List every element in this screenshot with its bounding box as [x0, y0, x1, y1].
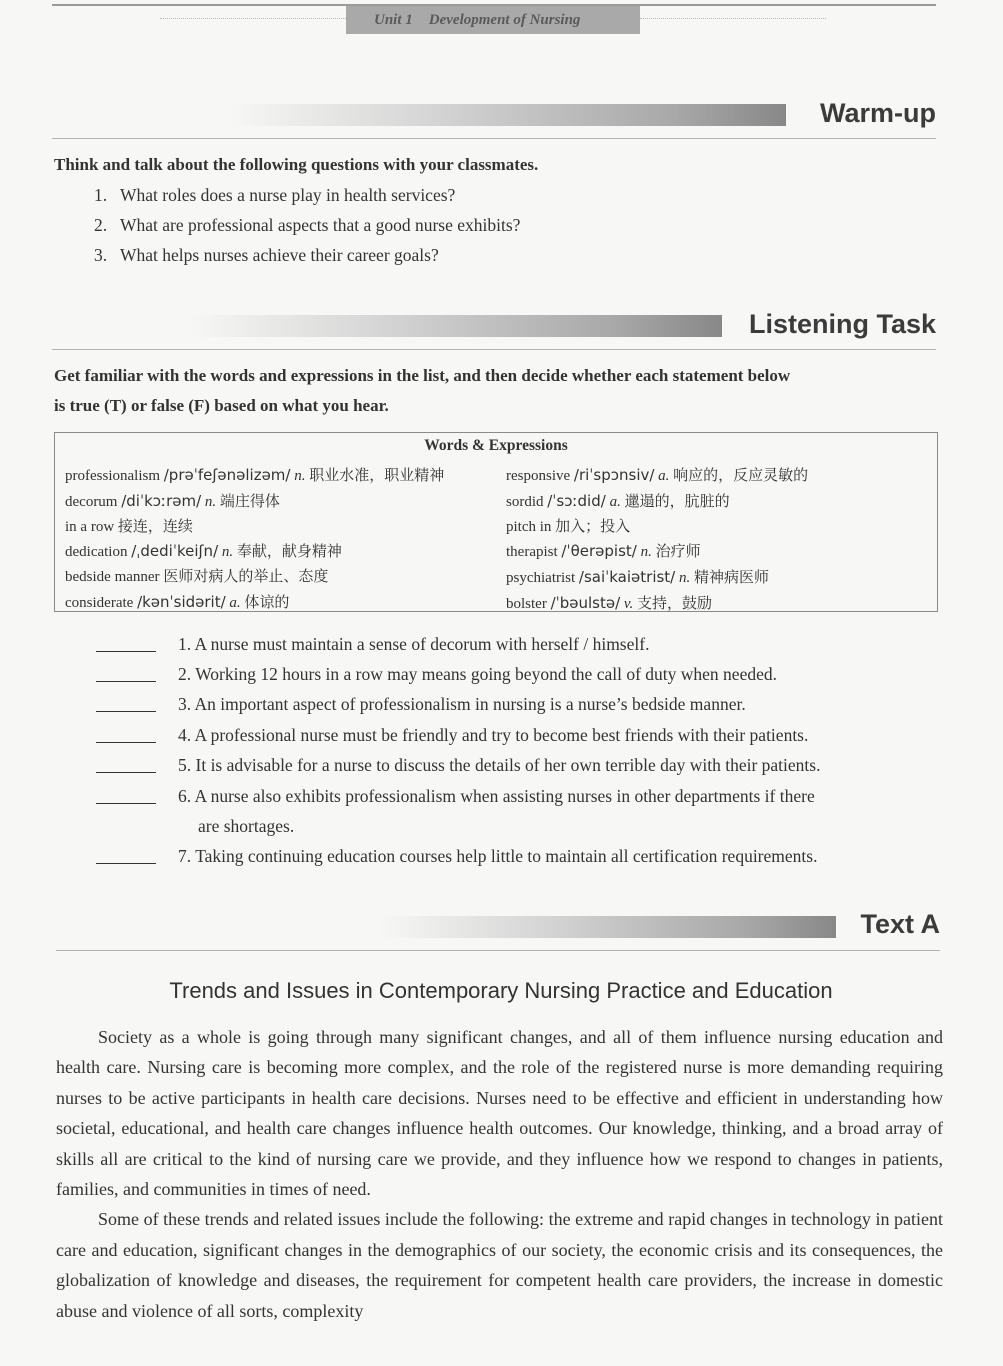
- vocab-entry: bolster /ˈbəulstə/ v. 支持，鼓励: [506, 593, 712, 612]
- statement-1: 1. A nurse must maintain a sense of decorum with herself / himself.: [178, 634, 650, 654]
- article-title: Trends and Issues in Contemporary Nursing Practice and Education: [169, 978, 833, 1003]
- warmup-questions: [94, 180, 520, 270]
- answer-blank-5[interactable]: [96, 772, 156, 773]
- statement-3: 3. An important aspect of professionalism in nursing is a nurse’s bedside manner.: [178, 694, 746, 714]
- unit-title: Development of Nursing: [428, 11, 581, 28]
- unit-label: Unit 1: [374, 11, 413, 28]
- answer-blank-4[interactable]: [96, 742, 156, 743]
- running-header: [346, 6, 640, 34]
- answer-blank-2[interactable]: [96, 681, 156, 682]
- vocab-entry: sordid /ˈsɔːdid/ a. 邋遢的，肮脏的: [506, 491, 730, 510]
- statement-6: 6. A nurse also exhibits professionalism when assisting nurses in other departments if there: [178, 786, 815, 806]
- vocabulary-title: Words & Expressions: [424, 437, 568, 454]
- vocab-entry: therapist /ˈθerəpist/ n. 治疗师: [506, 542, 701, 561]
- statement-7: 7. Taking continuing education courses help little to maintain all certification requirements.: [178, 846, 818, 866]
- vocab-entry: in a row 接连，连续: [65, 518, 193, 535]
- vocab-entry: dedication /ˌdediˈkeiʃn/ n. 奉献，献身精神: [65, 542, 342, 561]
- article-paragraph-1: Society as a whole is going through many significant changes, and all of them influence nursing education and health care. Nursing care is becoming more complex, and the role of the registered nurse is more demanding requiring nurses to be active participants in health care decisions. Nurses need to be effective and efficient in understanding how societal, educational, and health care changes influence health outcomes. Our knowledge, thinking, and a broad array of skills all are critical to the kind of nursing care we provide, and they influence how we respond to changes in patients, families, and communities in times of need.: [56, 1027, 943, 1200]
- statement-6-continuation: are shortages.: [198, 816, 295, 836]
- header-dots-left: [160, 18, 346, 19]
- listening-banner: [190, 315, 722, 337]
- vocab-entry: psychiatrist /saiˈkaiətrist/ n. 精神病医师: [506, 568, 769, 587]
- answer-blank-7[interactable]: [96, 863, 156, 864]
- listening-heading: Listening Task: [748, 309, 936, 339]
- vocab-entry: bedside manner 医师对病人的举止、态度: [65, 569, 329, 586]
- statement-2: 2. Working 12 hours in a row may means going beyond the call of duty when needed.: [178, 664, 777, 684]
- statement-4: 4. A professional nurse must be friendly and try to become best friends with their patients.: [178, 725, 809, 745]
- listening-rule: [52, 349, 936, 350]
- answer-blank-6[interactable]: [96, 803, 156, 804]
- listening-instruction: Get familiar with the words and expressions in the list, and then decide whether each statement below is true (T) or false (F) based on what you hear.: [54, 366, 791, 415]
- vocab-entry: pitch in 加入；投入: [506, 518, 631, 535]
- header-dots-right: [640, 18, 826, 19]
- warmup-question: 2. What are professional aspects that a good nurse exhibits?: [94, 215, 521, 235]
- vocabulary-left-column: [65, 463, 444, 616]
- warmup-banner: [230, 104, 786, 126]
- texta-heading: Text A: [860, 909, 940, 939]
- vocab-entry: professionalism /prəˈfeʃənəlizəm/ n. 职业水准，职业精神: [65, 466, 445, 484]
- texta-banner: [380, 916, 836, 938]
- vocab-entry: considerate /kənˈsidərit/ a. 体谅的: [65, 592, 290, 611]
- warmup-question: 1. What roles does a nurse play in health services?: [94, 185, 456, 205]
- vocab-entry: responsive /riˈspɔnsiv/ a. 响应的，反应灵敏的: [506, 466, 809, 484]
- answer-blank-3[interactable]: [96, 711, 156, 712]
- article-body: [56, 1022, 943, 1326]
- vocabulary-right-column: [506, 463, 808, 617]
- statement-5: 5. It is advisable for a nurse to discuss the details of her own terrible day with their patients.: [178, 755, 821, 775]
- warmup-heading: Warm-up: [820, 98, 936, 128]
- warmup-instruction: Think and talk about the following questions with your classmates.: [54, 155, 539, 174]
- warmup-question: 3. What helps nurses achieve their career goals?: [94, 245, 439, 265]
- texta-rule: [56, 950, 940, 951]
- warmup-rule: [52, 138, 936, 139]
- article-paragraph-2: Some of these trends and related issues include the following: the extreme and rapid changes in technology in patient care and education, significant changes in the demographics of our society, the economic crisis and its consequences, the globalization of knowledge and diseases, the requirement for competent health care providers, the increase in domestic abuse and violence of all sorts, complexity: [56, 1209, 943, 1321]
- vocabulary-box: [54, 432, 938, 612]
- answer-blank-1[interactable]: [96, 651, 156, 652]
- vocab-entry: decorum /diˈkɔːrəm/ n. 端庄得体: [65, 491, 280, 510]
